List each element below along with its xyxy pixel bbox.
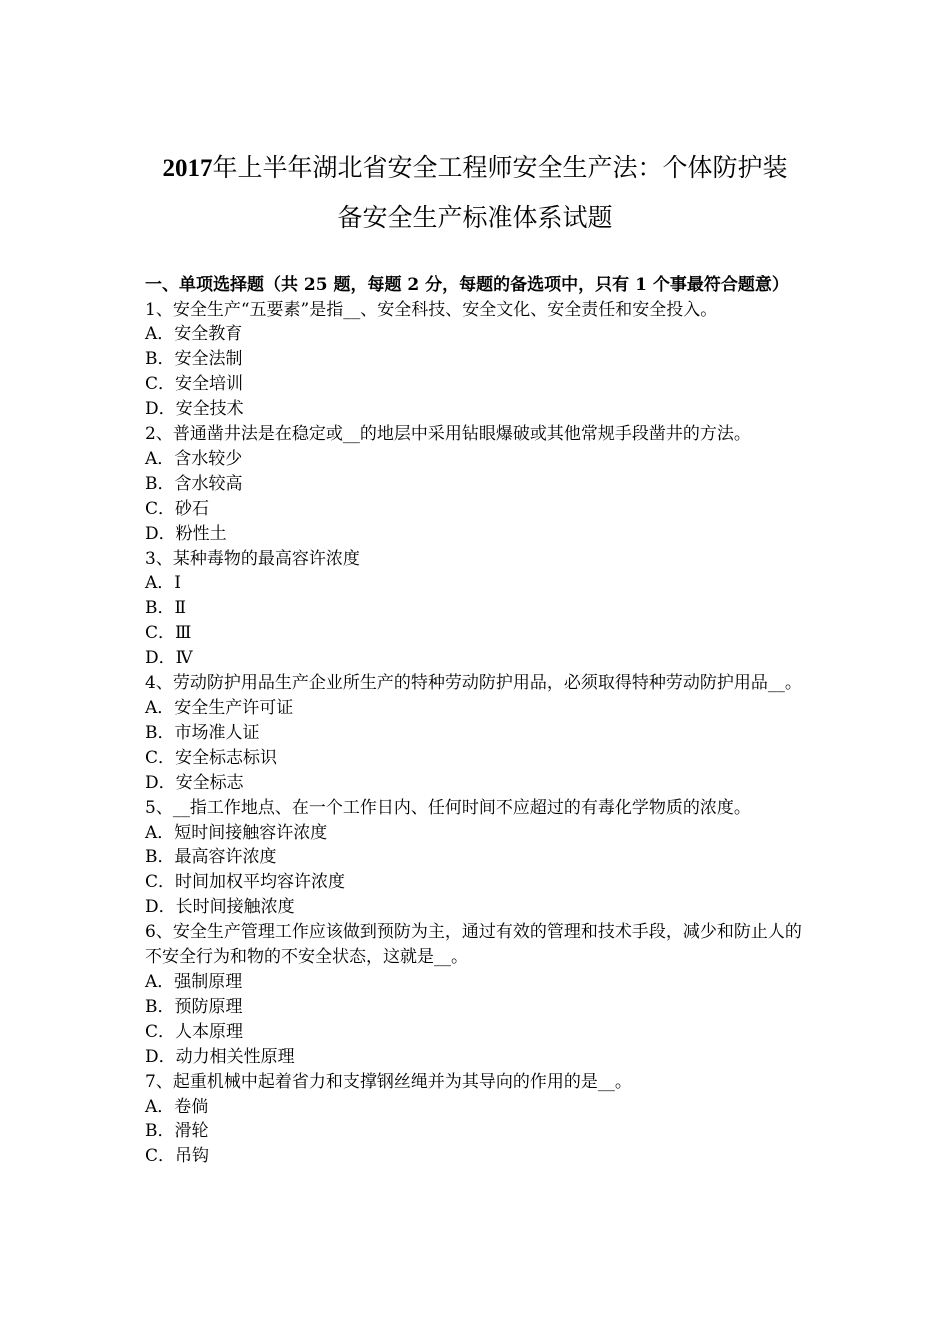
option-a: A．安全教育 xyxy=(145,324,243,345)
option-a: A．Ⅰ xyxy=(145,573,181,594)
option-b: B．最高容许浓度 xyxy=(145,847,277,868)
question-stem: 7、起重机械中起着省力和支撑钢丝绳并为其导向的作用的是__。 xyxy=(145,1071,632,1092)
option-b: B．安全法制 xyxy=(145,349,243,370)
section-header: 一、单项选择题（共 25 题，每题 2 分，每题的备选项中，只有 1 个事最符合题意） xyxy=(145,275,789,295)
question-stem: 6、安全生产管理工作应该做到预防为主，通过有效的管理和技术手段，减少和防止人的不安全行为和物的不安全状态，这就是__。 xyxy=(145,922,802,968)
question-section xyxy=(145,273,810,1169)
question-stem: 5、__指工作地点、在一个工作日内、任何时间不应超过的有毒化学物质的浓度。 xyxy=(145,797,751,818)
option-c: C．砂石 xyxy=(145,498,210,519)
option-a: A．卷倘 xyxy=(145,1096,209,1117)
title-text: 年上半年湖北省安全工程师安全生产法：个体防护装 xyxy=(212,153,788,182)
option-d: D．粉性土 xyxy=(145,523,227,544)
option-b: B．预防原理 xyxy=(145,996,243,1017)
option-d: D．长时间接触浓度 xyxy=(145,897,295,918)
option-c: C．Ⅲ xyxy=(145,623,192,644)
question-stem: 3、某种毒物的最高容许浓度 xyxy=(145,548,360,569)
option-d: D．动力相关性原理 xyxy=(145,1046,295,1067)
question-stem: 4、劳动防护用品生产企业所生产的特种劳动防护用品，必须取得特种劳动防护用品__。 xyxy=(145,673,802,694)
option-c: C．时间加权平均容许浓度 xyxy=(145,872,346,893)
option-b: B．滑轮 xyxy=(145,1121,209,1142)
option-a: A．含水较少 xyxy=(145,448,243,469)
document-title-line1 xyxy=(0,153,950,184)
option-b: B．含水较高 xyxy=(145,473,243,494)
option-a: A．短时间接触容许浓度 xyxy=(145,822,328,843)
title-year: 2017 xyxy=(162,155,213,182)
question-stem: 2、普通凿井法是在稳定或__的地层中采用钻眼爆破或其他常规手段凿井的方法。 xyxy=(145,424,751,445)
option-d: D．安全技术 xyxy=(145,399,244,420)
option-a: A．强制原理 xyxy=(145,971,243,992)
option-c: C．人本原理 xyxy=(145,1021,244,1042)
option-d: D．安全标志 xyxy=(145,772,244,793)
question-stem: 1、安全生产“五要素”是指__、安全科技、安全文化、安全责任和安全投入。 xyxy=(145,299,718,320)
option-b: B．市场准人证 xyxy=(145,722,260,743)
option-c: C．安全标志标识 xyxy=(145,747,278,768)
document-title-line2: 备安全生产标准体系试题 xyxy=(337,203,613,232)
option-b: B．Ⅱ xyxy=(145,598,187,619)
option-c: C．安全培训 xyxy=(145,374,244,395)
option-a: A．安全生产许可证 xyxy=(145,698,294,718)
option-c: C．吊钩 xyxy=(145,1146,210,1167)
option-d: D．Ⅳ xyxy=(145,648,193,669)
